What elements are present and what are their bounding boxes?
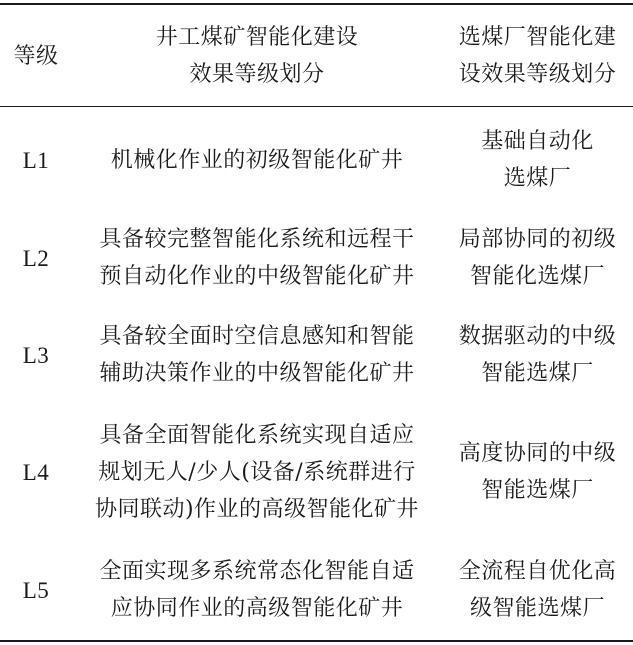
row-plant-line: 智能化选煤厂 — [469, 264, 605, 289]
row-level — [0, 215, 72, 301]
row-mine-line: 辅助决策作业的中级智能化矿井 — [99, 361, 415, 386]
row-plant-line: 局部协同的初级 — [458, 227, 617, 252]
row-mine — [72, 215, 442, 301]
row-mine-line: 应协同作业的高级智能化矿井 — [110, 596, 404, 621]
table-header — [0, 6, 633, 106]
header-level — [0, 6, 72, 106]
row-level-text: L2 — [22, 245, 50, 271]
row-plant-line: 基础自动化 — [481, 129, 594, 154]
row-mine — [72, 547, 442, 633]
header-mine-line-1: 井工煤矿智能化建设 — [155, 25, 359, 50]
row-plant — [442, 215, 633, 301]
row-level-text: L4 — [22, 459, 50, 485]
table-row — [0, 215, 633, 301]
row-plant-line: 数据驱动的中级 — [458, 324, 617, 349]
table-bottom-rule — [0, 640, 633, 642]
row-level-text: L1 — [22, 147, 50, 173]
header-level-text: 等级 — [13, 43, 59, 69]
row-mine-line: 具备较全面时空信息感知和智能 — [99, 324, 415, 349]
row-mine-line: 全面实现多系统常态化智能自适 — [99, 559, 415, 584]
row-plant — [442, 312, 633, 398]
row-level — [0, 410, 72, 534]
header-mine-line-2: 效果等级划分 — [189, 62, 325, 87]
row-mine-line: 规划无人/少人(设备/系统群进行 — [98, 459, 416, 485]
row-mine-line: 机械化作业的初级智能化矿井 — [110, 147, 404, 173]
row-plant — [442, 547, 633, 633]
row-level — [0, 547, 72, 633]
row-level-text: L3 — [22, 342, 50, 368]
row-plant-line: 智能选煤厂 — [481, 361, 594, 386]
table-row — [0, 410, 633, 534]
table-row — [0, 312, 633, 398]
row-plant-line: 全流程自优化高 — [458, 559, 617, 584]
table-row — [0, 117, 633, 203]
row-mine — [72, 117, 442, 203]
row-plant — [442, 410, 633, 534]
row-level — [0, 312, 72, 398]
row-mine — [72, 312, 442, 398]
row-plant-line: 级智能选煤厂 — [469, 596, 605, 621]
header-plant-line-2: 设效果等级划分 — [458, 62, 617, 87]
row-mine — [72, 410, 442, 534]
header-mine — [72, 6, 442, 106]
row-mine-line: 协同联动)作业的高级智能化矿井 — [94, 496, 420, 522]
header-plant-line-1: 选煤厂智能化建 — [458, 25, 617, 50]
row-plant-line: 选煤厂 — [503, 166, 572, 191]
table-row — [0, 547, 633, 633]
row-mine-line: 具备全面智能化系统实现自适应 — [99, 422, 415, 448]
row-level-text: L5 — [22, 577, 50, 603]
table-header-rule — [0, 106, 633, 107]
table-top-rule — [0, 3, 633, 5]
row-level — [0, 117, 72, 203]
row-plant-line: 智能选煤厂 — [481, 478, 594, 503]
header-plant — [442, 6, 633, 106]
row-mine-line: 具备较完整智能化系统和远程干 — [99, 227, 415, 252]
row-plant-line: 高度协同的中级 — [458, 441, 617, 466]
row-mine-line: 预自动化作业的中级智能化矿井 — [99, 264, 415, 289]
row-plant — [442, 117, 633, 203]
